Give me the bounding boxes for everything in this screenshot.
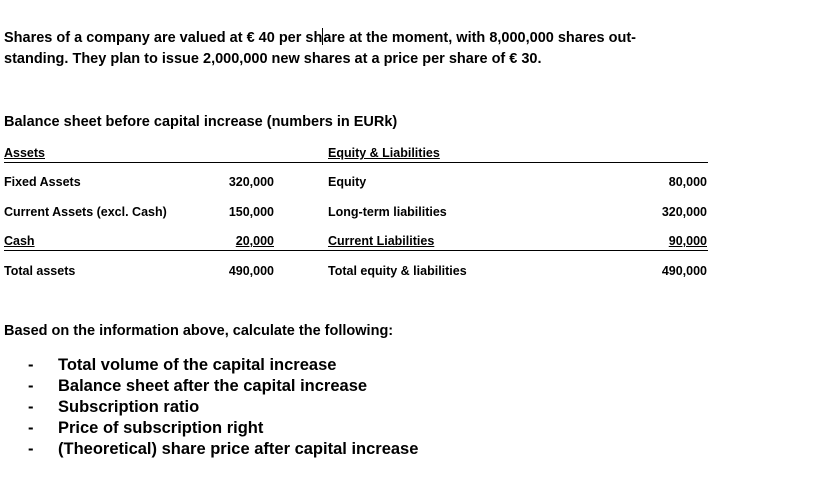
list-dash: - <box>28 398 34 416</box>
list-dash: - <box>28 440 34 458</box>
assets-header: Assets <box>4 146 45 160</box>
task-item <box>28 355 418 376</box>
problem-statement-line-2: standing. They plan to issue 2,000,000 new shares at a price per share of € 30. <box>4 51 542 67</box>
asset-row-1-value: 320,000 <box>228 175 274 189</box>
total-assets-label: Total assets <box>4 264 76 278</box>
liabilities-header: Equity & Liabilities <box>328 146 440 160</box>
task-item <box>28 397 418 418</box>
balance-sheet-title: Balance sheet before capital increase (numbers in EURk) <box>4 114 398 130</box>
asset-row-2-value: 150,000 <box>228 205 274 219</box>
task-item-label: Subscription ratio <box>58 398 200 416</box>
total-assets-value: 490,000 <box>228 264 274 278</box>
totals-rule <box>4 250 708 251</box>
list-dash: - <box>28 356 34 374</box>
task-item-label: Balance sheet after the capital increase <box>58 377 368 395</box>
liability-row-2-value: 320,000 <box>661 205 707 219</box>
liability-row-3-value: 90,000 <box>668 234 707 248</box>
task-item <box>28 439 418 460</box>
total-liabilities-value: 490,000 <box>661 264 707 278</box>
asset-row-2-label: Current Assets (excl. Cash) <box>4 205 167 219</box>
list-dash: - <box>28 419 34 437</box>
list-dash: - <box>28 377 34 395</box>
problem-statement-line-1-part-2: are at the moment, with 8,000,000 shares out- <box>323 30 637 46</box>
task-list <box>28 355 418 460</box>
task-item-label: Total volume of the capital increase <box>58 356 337 374</box>
problem-statement-line-1-part-1: Shares of a company are valued at € 40 per sh <box>4 30 323 46</box>
total-liabilities-label: Total equity & liabilities <box>328 264 467 278</box>
liability-row-3-label: Current Liabilities <box>328 234 435 248</box>
asset-row-3-label: Cash <box>4 234 35 248</box>
liability-row-1-value: 80,000 <box>668 175 707 189</box>
liability-row-1-label: Equity <box>328 175 367 189</box>
task-item-label: (Theoretical) share price after capital increase <box>58 440 419 458</box>
question-prompt: Based on the information above, calculate the following: <box>4 323 394 339</box>
task-item <box>28 418 418 439</box>
task-item-label: Price of subscription right <box>58 419 264 437</box>
task-item <box>28 376 418 397</box>
liability-row-2-label: Long-term liabilities <box>328 205 447 219</box>
asset-row-3-value: 20,000 <box>235 234 274 248</box>
asset-row-1-label: Fixed Assets <box>4 175 81 189</box>
header-rule <box>4 162 708 163</box>
